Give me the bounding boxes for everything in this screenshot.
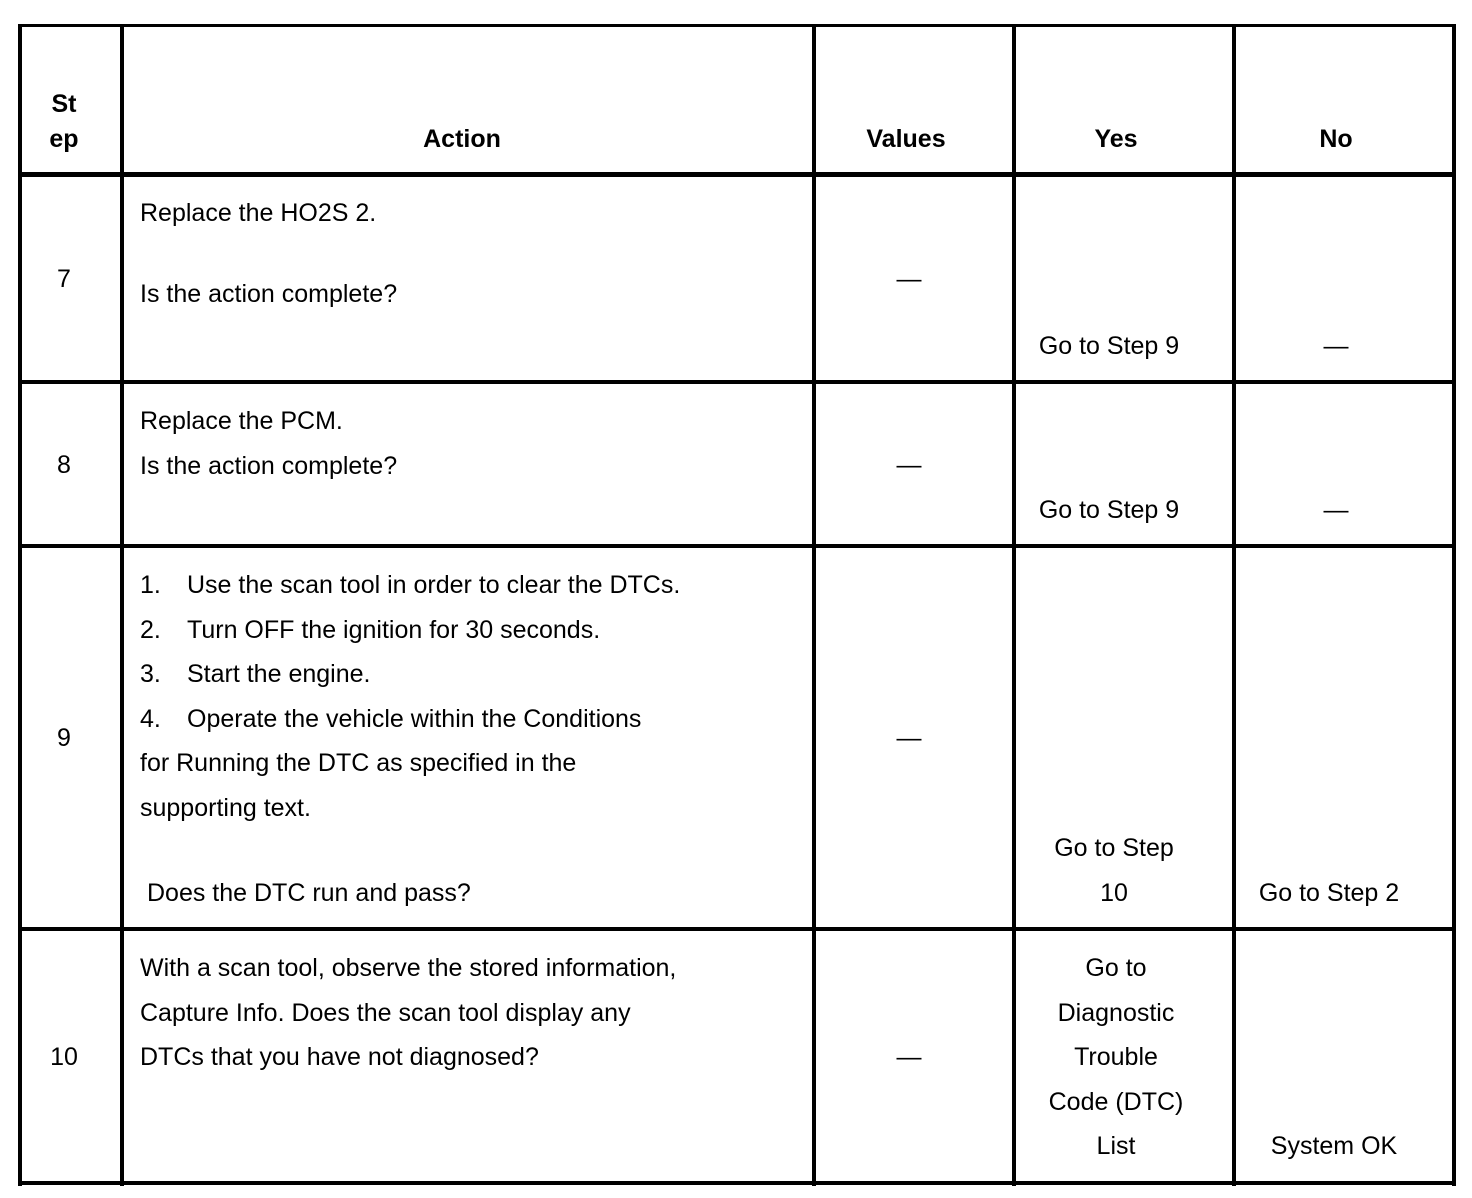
yes-cell-line: List [1096,1132,1136,1160]
table-border-top [18,24,1456,27]
header-step-line1: St [51,90,77,118]
row-divider [18,927,1456,931]
step-number: 9 [57,724,71,752]
list-item: 2. Turn OFF the ignition for 30 seconds. [140,615,601,644]
yes-cell-line: Trouble [1074,1043,1158,1071]
yes-cell-line: Go to [1085,954,1147,982]
action-text: Capture Info. Does the scan tool display any [140,999,631,1027]
header-no: No [1319,125,1353,153]
no-cell: — [1323,332,1349,360]
values-cell: — [896,724,922,752]
header-action: Action [423,125,501,153]
yes-cell: Go to Step 9 [1038,332,1180,360]
table-border-left [18,24,22,1186]
yes-cell: Go to Step 9 [1038,496,1180,524]
action-question: Does the DTC run and pass? [147,879,471,907]
no-cell: Go to Step 2 [1258,879,1400,907]
column-divider [120,24,124,1186]
action-question: DTCs that you have not diagnosed? [140,1043,539,1071]
row-divider [18,544,1456,548]
action-question: Is the action complete? [140,280,398,308]
yes-cell-line: Go to Step [1054,834,1174,862]
yes-cell-line: 10 [1100,879,1128,907]
action-continuation: supporting text. [140,794,311,822]
header-values: Values [866,125,946,153]
no-cell: — [1323,496,1349,524]
yes-cell-line: Diagnostic [1057,999,1175,1027]
values-cell: — [896,451,922,479]
no-cell: System OK [1270,1132,1398,1160]
row-divider [18,380,1456,384]
header-step [24,84,104,124]
header-step-line2: ep [49,125,79,153]
action-question: Is the action complete? [140,452,398,480]
column-divider [812,24,816,1186]
step-number: 10 [50,1043,78,1071]
action-steps-list [140,563,680,741]
list-item: 1. Use the scan tool in order to clear the DTCs. [140,571,681,599]
action-text: Replace the HO2S 2. [140,199,377,227]
list-item: 4. Operate the vehicle within the Conditions [140,704,642,733]
column-divider [1232,24,1236,1186]
yes-cell-line: Code (DTC) [1048,1088,1184,1116]
action-text: Replace the PCM. [140,407,343,435]
values-cell: — [896,1043,922,1071]
list-item: 3. Start the engine. [140,660,371,688]
header-divider [18,172,1456,177]
action-text: With a scan tool, observe the stored information, [140,954,677,982]
header-yes: Yes [1094,125,1138,153]
table-border-bottom [18,1181,1456,1185]
step-number: 8 [57,451,71,479]
table-border-right [1452,24,1456,1186]
step-number: 7 [57,265,71,293]
values-cell: — [896,265,922,293]
action-continuation: for Running the DTC as specified in the [140,749,577,777]
